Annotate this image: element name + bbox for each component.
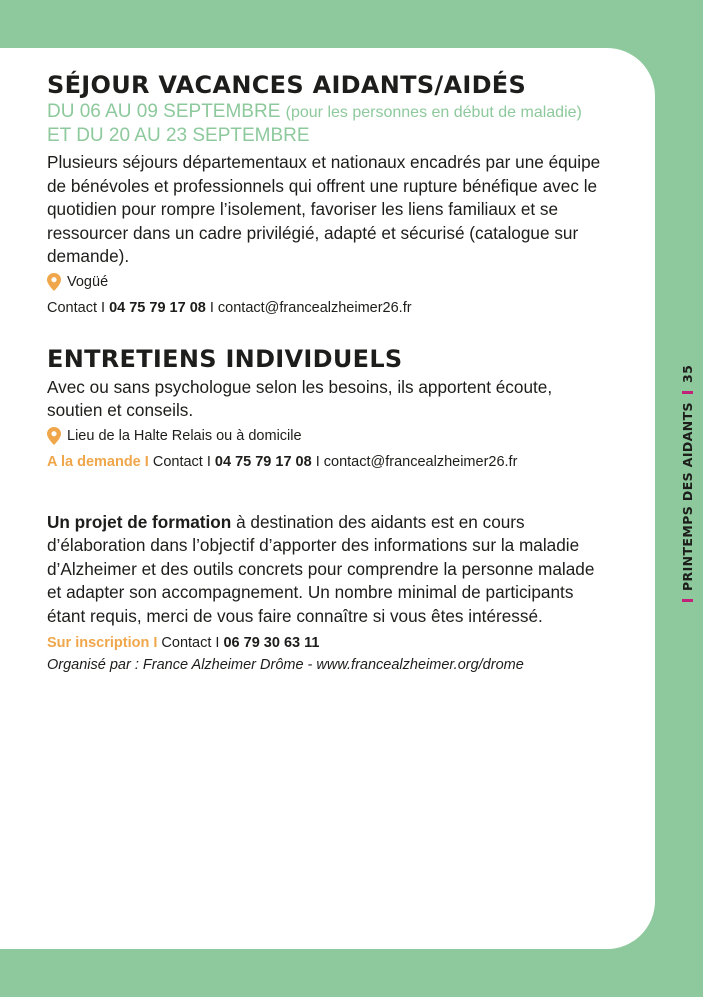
formation-body: à destination des aidants est en cours d’élaboration dans l’objectif d’apporter des informations sur la maladie d’Alzheimer et des outils concrets pour comprendre la personne malade et adapter son accompagnement. Un nombre minimal de participants étant requis, merci de vous faire connaître si vous êtes intéressé. <box>47 511 595 626</box>
section-body: Plusieurs séjours départementaux et nationaux encadrés par une équipe de bénévoles et professionnels qui offrent une rupture bénéfique avec le quotidien pour rompre l’isolement, favoriser les liens familiaux et se ressourcer dans un cadre privilégié, adapté et sécurisé (catalogue sur demande). <box>47 152 601 266</box>
contact-phone[interactable]: 04 75 79 17 08 <box>214 453 312 470</box>
contact-phone[interactable]: 04 75 79 17 08 <box>109 299 206 316</box>
page-sheet <box>0 48 655 949</box>
page-number: 35 <box>680 364 695 384</box>
contact-label: Contact I <box>161 635 220 651</box>
availability-label: A la demande I <box>47 453 149 470</box>
section-title-entretiens: ENTRETIENS INDIVIDUELS <box>47 344 403 373</box>
contact-line <box>47 632 607 654</box>
formation-lead: Un projet de formation <box>47 511 232 532</box>
sidebar-running-header <box>680 365 695 610</box>
page-content <box>47 70 607 676</box>
contact-label: Contact I <box>152 453 211 470</box>
contact-separator: I <box>315 453 320 470</box>
date-note: (pour les personnes en début de maladie) <box>285 104 582 121</box>
contact-phone[interactable]: 06 79 30 63 11 <box>223 635 320 651</box>
location-line <box>47 271 607 293</box>
section-body: Avec ou sans psychologue selon les besoins, ils apportent écoute, soutien et conseils. <box>47 376 553 420</box>
contact-line <box>47 451 607 473</box>
date-line-1: DU 06 AU 09 SEPTEMBRE <box>47 101 281 122</box>
date-line-2: ET DU 20 AU 23 SEPTEMBRE <box>47 125 310 146</box>
section-dates <box>47 100 607 147</box>
location-text: Lieu de la Halte Relais ou à domicile <box>67 427 302 444</box>
contact-label: Contact I <box>47 299 106 316</box>
contact-email[interactable]: contact@francealzheimer26.fr <box>323 453 518 470</box>
registration-label: Sur inscription I <box>47 635 158 651</box>
organizer-line: Organisé par : France Alzheimer Drôme - www.francealzheimer.org/drome <box>47 657 524 673</box>
location-text: Vogüé <box>67 273 109 290</box>
contact-email[interactable]: contact@francealzheimer26.fr <box>217 299 412 316</box>
section-title-sejour: SÉJOUR VACANCES AIDANTS/AIDÉS <box>47 71 527 99</box>
contact-separator: I <box>209 299 214 316</box>
location-pin-icon <box>47 273 61 291</box>
sidebar-label: PRINTEMPS DES AIDANTS <box>680 402 695 591</box>
formation-paragraph <box>47 511 607 629</box>
sidebar-bar <box>682 391 693 394</box>
location-line <box>47 425 607 447</box>
contact-line <box>47 297 607 319</box>
location-pin-icon <box>47 427 61 445</box>
sidebar-bar <box>682 599 693 602</box>
